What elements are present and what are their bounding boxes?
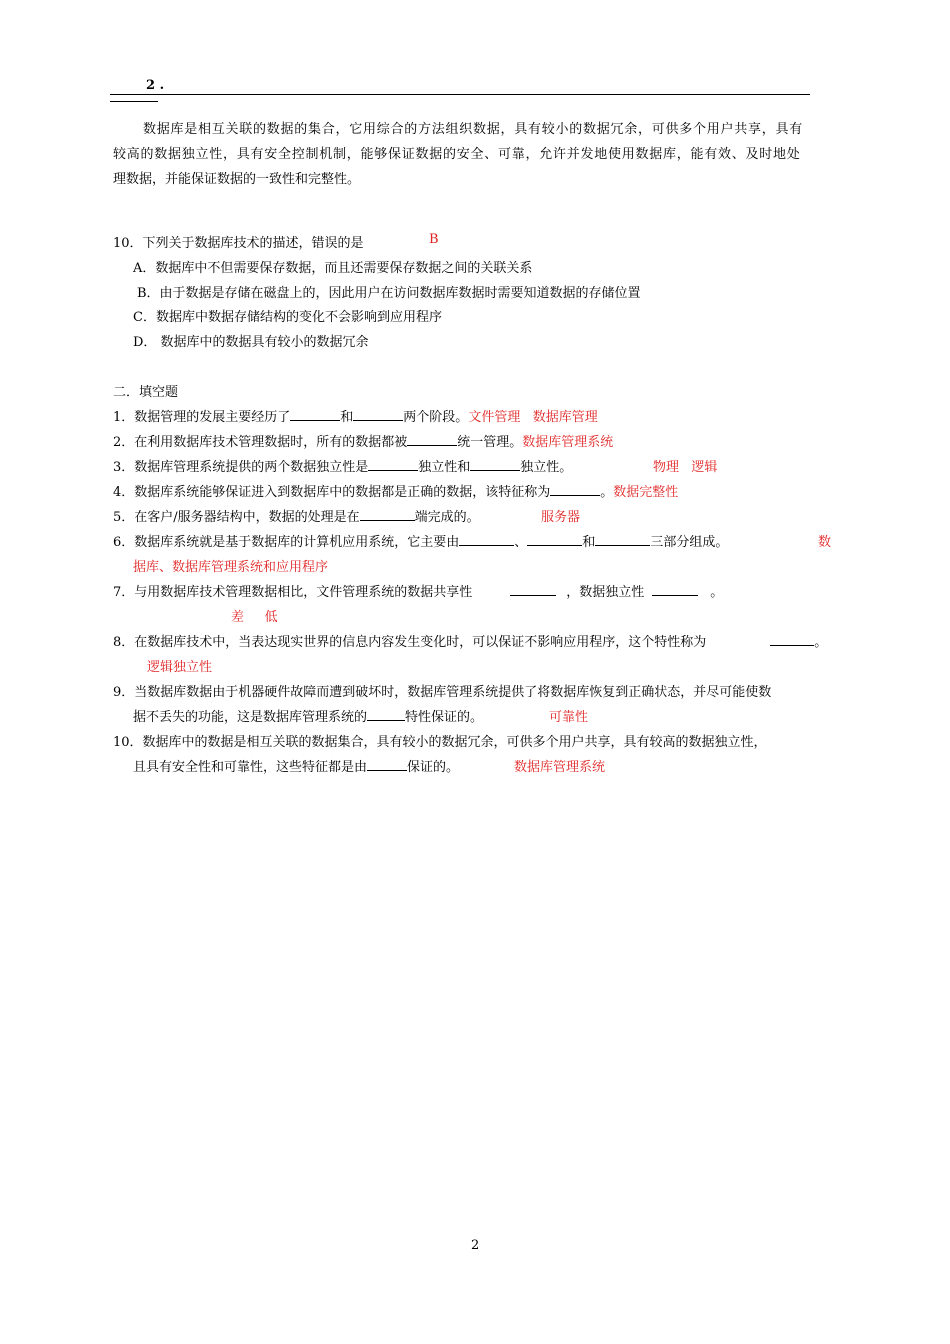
fill-text: 端完成的。 [414,510,480,525]
fill-text: 特性保证的。 [405,710,484,725]
fill-text: 。 [710,585,724,600]
answer-blank [770,633,814,646]
question-stem: 10．下列关于数据库技术的描述，错误的是 [113,236,364,251]
option-a: A．数据库中不但需要保存数据，而且还需要保存数据之间的关联关系 [133,261,533,276]
fill-text: 8．在数据库技术中，当表达现实世界的信息内容发生变化时，可以保证不影响应用程序，这个特性称为 [113,635,707,650]
answer-blank [290,408,340,421]
fill-text: 4．数据库系统能够保证进入到数据库中的数据都是正确的数据，该特征称为 [113,485,551,500]
fill-answer: 逻辑独立性 [147,660,213,675]
fill-text: 。 [600,485,614,500]
section-title: 二．填空题 [113,385,179,400]
answer-blank [353,408,403,421]
fill-answer: 服务器 [541,510,581,525]
fill-answer: 数据完整性 [613,485,679,500]
fill-answer: 据库、数据库管理系统和应用程序 [133,560,329,575]
fill-item-10-cont [133,756,459,775]
fill-answer: 数 [818,535,832,550]
fill-text: 两个阶段。 [403,410,469,425]
fill-text: 且具有安全性和可靠性，这些特征都是由 [133,760,368,775]
option-c: C．数据库中数据存储结构的变化不会影响到应用程序 [133,310,442,325]
header-mark: 2 . [146,78,165,93]
fill-answer: 物理 逻辑 [653,460,718,475]
fill-text: 1．数据管理的发展主要经历了 [113,410,291,425]
fill-text: 5．在客户/服务器结构中，数据的处理是在 [113,510,360,525]
fill-text: 独立性和 [418,460,471,475]
fill-text: 6．数据库系统就是基于数据库的计算机应用系统，它主要由 [113,535,460,550]
option-b: B．由于数据是存储在磁盘上的，因此用户在访问数据库数据时需要知道数据的存储位置 [137,286,641,301]
fill-text: 和 [340,410,354,425]
intro-line: 理数据，并能保证数据的一致性和完整性。 [113,172,361,187]
fill-text: 统一管理。 [457,435,523,450]
answer-blank [360,508,415,521]
answer-blank [510,583,556,596]
answer-blank [470,458,520,471]
fill-item-10 [113,731,767,750]
fill-answer: 文件管理 数据库管理 [468,410,598,425]
fill-text: 9．当数据库数据由于机器硬件故障而遭到破坏时，数据库管理系统提供了将数据库恢复到正确状态，并尽可能使数 [113,685,772,700]
fill-text: 保证的。 [407,760,460,775]
fill-text: 3．数据库管理系统提供的两个数据独立性是 [113,460,369,475]
fill-answer: 可靠性 [549,710,589,725]
fill-text: 、 [514,535,528,550]
fill-item-3 [113,456,572,475]
header-mark-underline [110,101,158,102]
fill-answer: 差 低 [231,610,278,625]
page-number: 2 [471,1238,480,1253]
fill-item-5 [113,506,480,525]
intro-line: 较高的数据独立性，具有安全控制机制，能够保证数据的安全、可靠，允许并发地使用数据库，能有效、及时地处 [113,147,801,162]
answer-blank [367,758,407,771]
answer-blank [550,483,600,496]
answer-blank [407,433,457,446]
fill-item-4 [113,481,678,500]
fill-answer: 数据库管理系统 [522,435,614,450]
header-rule [110,94,810,95]
answer-blank [652,583,698,596]
question-answer: B [429,232,439,247]
fill-item-2 [113,431,613,450]
option-d: D． 数据库中的数据具有较小的数据冗余 [133,335,369,350]
answer-blank [595,533,650,546]
fill-text: 独立性。 [520,460,573,475]
fill-item-7 [113,581,723,600]
answer-blank [367,708,405,721]
answer-blank [368,458,418,471]
answer-blank [527,533,582,546]
fill-item-9 [113,681,771,700]
fill-text: 2．在利用数据库技术管理数据时，所有的数据都被 [113,435,408,450]
answer-blank [459,533,514,546]
fill-item-9-cont [133,706,483,725]
fill-text: ，数据独立性 [566,585,645,600]
fill-item-1 [113,406,598,425]
fill-text: 三部分组成。 [650,535,729,550]
fill-text: 。 [814,635,828,650]
fill-item-6 [113,531,728,550]
intro-line: 数据库是相互关联的数据的集合，它用综合的方法组织数据，具有较小的数据冗余，可供多个用户共享，具有 [143,122,804,137]
fill-answer: 数据库管理系统 [514,760,606,775]
fill-text: 和 [582,535,596,550]
fill-text: 7．与用数据库技术管理数据相比，文件管理系统的数据共享性 [113,585,473,600]
fill-item-8 [113,631,827,650]
fill-text: 10．数据库中的数据是相互关联的数据集合，具有较小的数据冗余，可供多个用户共享，具有较高的数据独立性， [113,735,767,750]
fill-text: 据不丢失的功能，这是数据库管理系统的 [133,710,368,725]
